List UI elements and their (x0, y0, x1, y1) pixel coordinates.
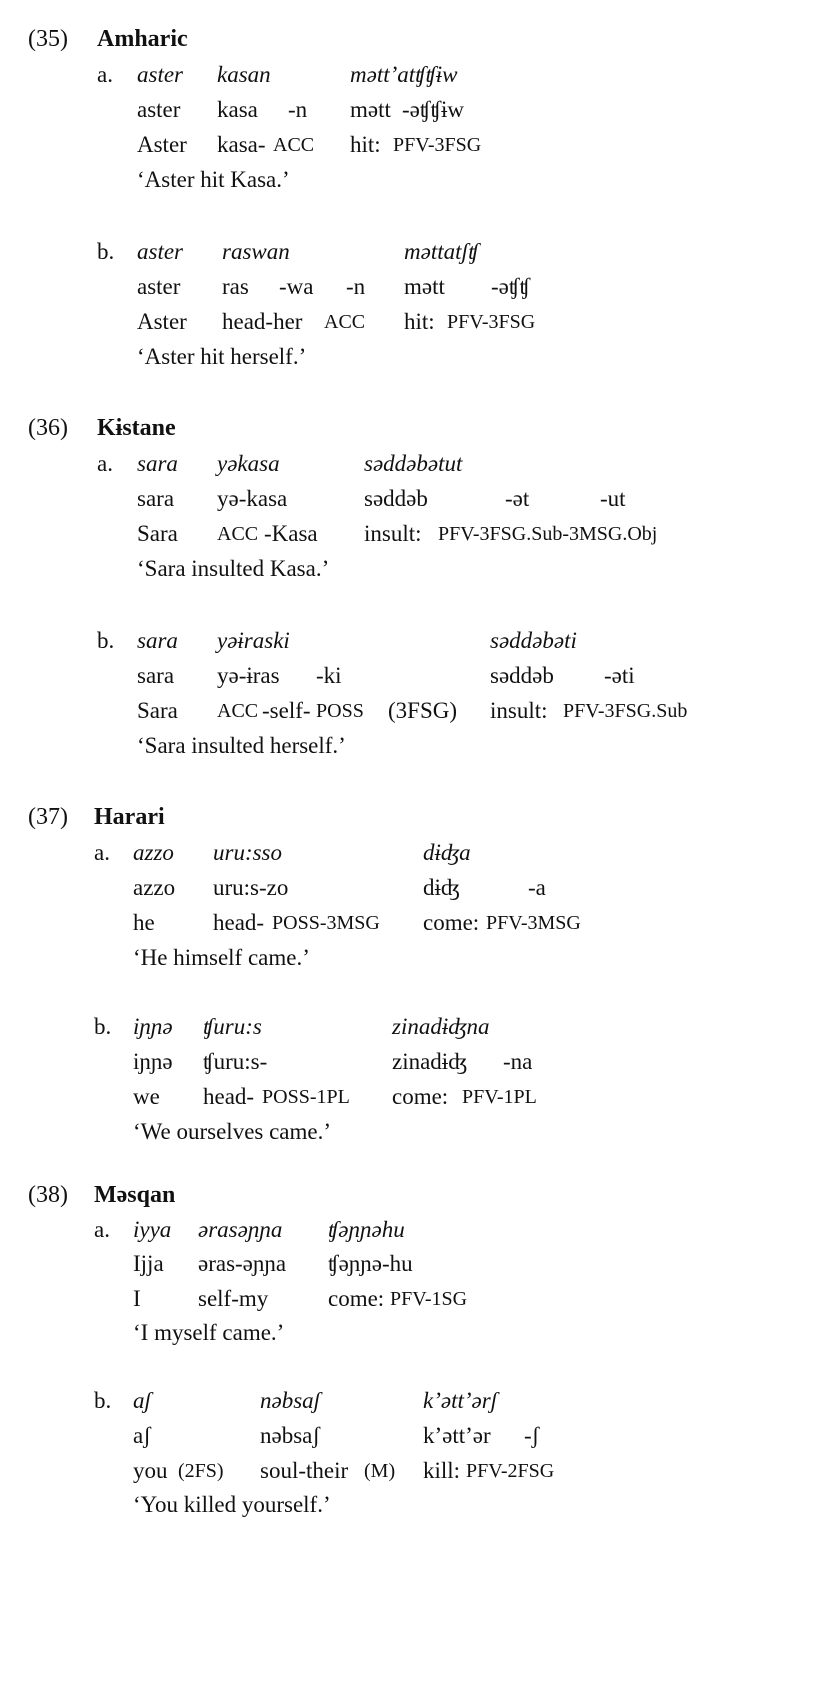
gloss-abbrev: PFV-1PL (462, 1086, 537, 1108)
translation: ‘You killed yourself.’ (133, 1492, 331, 1517)
gloss: hit: (404, 309, 435, 334)
gloss-abbrev: ACC (324, 311, 366, 333)
gloss-abbrev: PFV-3FSG.Sub (563, 700, 688, 722)
item-label: b. (94, 1388, 112, 1413)
gloss: hit: (350, 132, 381, 157)
gloss: kasa- (217, 132, 266, 157)
language-name: Kɨstane (97, 415, 176, 441)
gloss: I (133, 1286, 141, 1311)
morpheme: -ut (600, 486, 626, 511)
original-word: nəbsaʃ (260, 1388, 321, 1413)
original-word: azzo (133, 840, 174, 865)
original-word: ʧəɲɲəhu (328, 1217, 405, 1242)
gloss: come: (423, 910, 480, 935)
morpheme: azzo (133, 875, 176, 900)
morpheme: yə-ɨras (217, 663, 280, 688)
morpheme: -ət (505, 486, 530, 511)
morpheme: -ki (316, 663, 342, 688)
gloss: you (133, 1458, 168, 1483)
original-word: raswan (222, 239, 290, 264)
morpheme: ʧuru:s- (203, 1049, 268, 1074)
morpheme: ʧəɲɲə-hu (328, 1251, 413, 1276)
gloss-abbrev: POSS-3MSG (272, 912, 380, 934)
gloss-abbrev: PFV-3MSG (486, 912, 581, 934)
gloss: insult: (490, 698, 548, 723)
morpheme: uru:s-zo (213, 875, 289, 900)
original-word: aster (137, 62, 183, 87)
example-number: (35) (28, 26, 68, 52)
morpheme: kasa (217, 97, 258, 122)
item-label: a. (94, 840, 110, 865)
gloss: kill: (423, 1458, 461, 1483)
original-word: ʧuru:s (203, 1014, 262, 1039)
original-word: dɨʤa (423, 840, 471, 865)
original-word: aster (137, 239, 183, 264)
original-word: səddəbəti (490, 628, 577, 653)
gloss-abbrev: (2FS) (178, 1460, 224, 1482)
morpheme: əras-əɲɲa (198, 1251, 287, 1276)
gloss: he (133, 910, 155, 935)
morpheme: ras (222, 274, 249, 299)
gloss: Aster (137, 309, 187, 334)
morpheme: mətt (404, 274, 445, 299)
gloss-abbrev: PFV-1SG (390, 1288, 468, 1310)
language-name: Harari (94, 804, 165, 830)
translation: ‘I myself came.’ (133, 1320, 285, 1345)
gloss: Sara (137, 521, 178, 546)
morpheme: sara (137, 486, 175, 511)
gloss: (3FSG) (388, 698, 458, 723)
original-word: ərasəɲɲa (198, 1217, 283, 1242)
gloss: Aster (137, 132, 187, 157)
morpheme: -əʧʧɨw (402, 97, 465, 122)
morpheme: səddəb (364, 486, 428, 511)
morpheme: -wa (279, 274, 314, 299)
gloss: we (133, 1084, 160, 1109)
morpheme: -a (528, 875, 546, 900)
gloss-abbrev: PFV-3FSG (447, 311, 536, 333)
morpheme: aster (137, 97, 181, 122)
original-word: sara (137, 628, 178, 653)
original-word: aʃ (133, 1388, 152, 1413)
original-word: iɲɲə (133, 1014, 173, 1039)
morpheme: k’ətt’ər (423, 1423, 491, 1448)
translation: ‘We ourselves came.’ (133, 1119, 332, 1144)
gloss: insult: (364, 521, 422, 546)
morpheme: -n (346, 274, 366, 299)
gloss-abbrev: POSS-1PL (262, 1086, 350, 1108)
original-word: kasan (217, 62, 271, 87)
morpheme: -na (503, 1049, 533, 1074)
item-label: a. (97, 451, 113, 476)
gloss-abbrev: ACC (217, 523, 259, 545)
gloss-abbrev: ACC (217, 700, 259, 722)
morpheme: zinadɨʤ (392, 1049, 468, 1074)
morpheme: mətt (350, 97, 391, 122)
original-word: uru:sso (213, 840, 283, 865)
gloss-abbrev: (M) (364, 1460, 396, 1482)
original-word: səddəbətut (364, 451, 463, 476)
language-name: Məsqan (94, 1182, 176, 1208)
morpheme: Ijja (133, 1251, 164, 1276)
original-word: k’ətt’ərʃ (423, 1388, 498, 1413)
gloss-abbrev: POSS (316, 700, 364, 722)
morpheme: -n (288, 97, 308, 122)
original-word: sara (137, 451, 178, 476)
morpheme: yə-kasa (217, 486, 288, 511)
morpheme: aster (137, 274, 181, 299)
translation: ‘He himself came.’ (133, 945, 310, 970)
translation: ‘Aster hit herself.’ (137, 344, 307, 369)
translation: ‘Sara insulted herself.’ (137, 733, 346, 758)
morpheme: -əʧʧ (491, 274, 531, 299)
language-name: Amharic (97, 26, 188, 52)
gloss: Sara (137, 698, 178, 723)
item-label: a. (97, 62, 113, 87)
example-number: (38) (28, 1182, 68, 1208)
item-label: b. (97, 628, 115, 653)
original-word: məttatʃʧ (404, 239, 479, 264)
item-label: a. (94, 1217, 110, 1242)
example-number: (37) (28, 804, 68, 830)
morpheme: -əti (604, 663, 635, 688)
morpheme: aʃ (133, 1423, 151, 1448)
gloss: -Kasa (264, 521, 318, 546)
gloss: come: (328, 1286, 385, 1311)
gloss: come: (392, 1084, 449, 1109)
original-word: yəɨraski (217, 628, 290, 653)
morpheme: səddəb (490, 663, 554, 688)
example-number: (36) (28, 415, 68, 441)
morpheme: nəbsaʃ (260, 1423, 321, 1448)
translation: ‘Sara insulted Kasa.’ (137, 556, 330, 581)
gloss: head-her (222, 309, 303, 334)
gloss-abbrev: PFV-3FSG.Sub-3MSG.Obj (438, 523, 658, 545)
gloss: -self- (262, 698, 311, 723)
gloss-abbrev: PFV-2FSG (466, 1460, 555, 1482)
morpheme: iɲɲə (133, 1049, 173, 1074)
gloss: head- (203, 1084, 255, 1109)
gloss: soul-their (260, 1458, 349, 1483)
gloss: head- (213, 910, 265, 935)
morpheme: -ʃ (524, 1423, 540, 1448)
item-label: b. (94, 1014, 112, 1039)
gloss-abbrev: ACC (273, 134, 315, 156)
original-word: zinadɨʤna (392, 1014, 490, 1039)
item-label: b. (97, 239, 115, 264)
original-word: yəkasa (217, 451, 280, 476)
morpheme: dɨʤ (423, 875, 461, 900)
morpheme: sara (137, 663, 175, 688)
translation: ‘Aster hit Kasa.’ (137, 167, 290, 192)
gloss: self-my (198, 1286, 269, 1311)
gloss-abbrev: PFV-3FSG (393, 134, 482, 156)
original-word: iyya (133, 1217, 172, 1242)
original-word: mətt’atʧʧɨw (350, 62, 458, 87)
